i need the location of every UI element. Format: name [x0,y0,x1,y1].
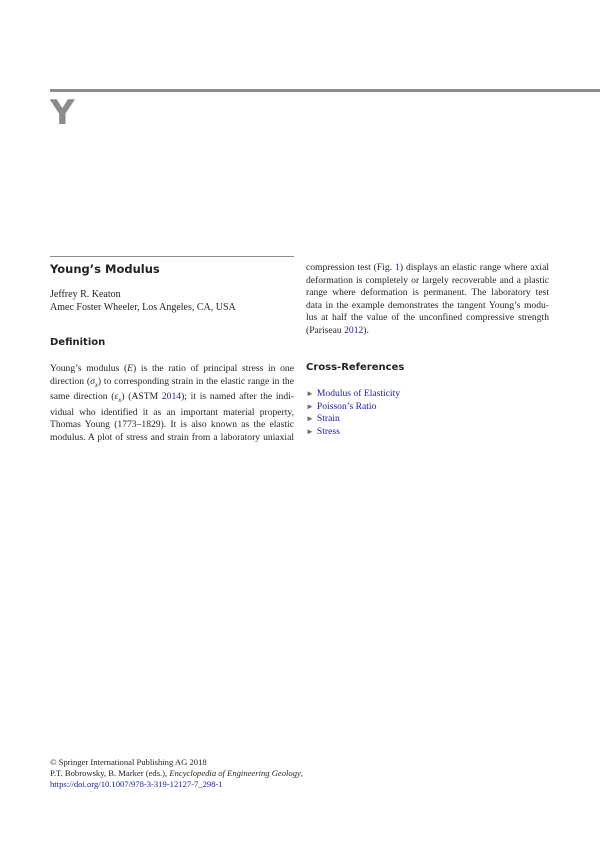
entry-title: Young’s Modulus [50,262,160,276]
continued-line-3: range where deformation is permanent. The laboratory test [306,287,549,299]
definition-continued [306,262,549,338]
section-letter: Y [50,93,75,133]
continued-line-4: data in the example demonstrates the tangent Young’s modu- [306,299,549,311]
footer-doi-link[interactable]: https://doi.org/10.1007/978-3-319-12127-7_298-1 [50,779,223,789]
continued-line-1: compression test (Fig. 1) displays an elastic range where axial [306,262,549,273]
cross-references-heading: Cross-References [306,362,405,373]
footer [50,757,303,790]
footer-copyright: © Springer International Publishing AG 2018 [50,757,207,767]
definition-line-4: vidual who identified it as an important material property, [50,406,294,418]
triangle-right-icon: ► [306,426,314,436]
definition-heading: Definition [50,337,106,348]
triangle-right-icon: ► [306,414,314,424]
xref-item[interactable]: ► Poisson’s Ratio [306,400,377,412]
top-rule [50,89,600,92]
entry-rule [50,256,294,257]
xref-item[interactable]: ► Modulus of Elasticity [306,388,401,399]
continued-line-2: deformation is completely or largely recoverable and a plastic [306,274,549,286]
citation-pariseau-2012[interactable]: 2012 [344,324,364,336]
author-block [50,288,236,314]
xref-item[interactable]: ► Strain [306,413,340,425]
continued-line-5: lus at half the value of the unconfined compressive strength [306,312,549,324]
author-affiliation: Amec Foster Wheeler, Los Angeles, CA, USA [50,302,236,313]
definition-line-3: same direction $(\varepsilon_x)$ (ASTM 2014); it is named after the indi- [50,391,295,404]
continued-line-6: (Pariseau 2012). [306,324,369,336]
triangle-right-icon: ► [306,389,314,398]
definition-line-5: Thomas Young (1773–1829). It is also known as the elastic [50,419,294,431]
definition-line-6: modulus. A plot of stress and strain from a laboratory uniaxial [50,431,294,443]
author-name: Jeffrey R. Keaton [50,289,121,300]
xref-item[interactable]: ► Stress [306,425,340,437]
definition-paragraph [50,363,294,444]
definition-line-1: Young’s modulus (E) is the ratio of principal stress in one [50,363,294,374]
figure-ref-link[interactable]: 1 [395,262,400,273]
cross-references-list [306,388,400,438]
footer-citation: P.T. Bobrowsky, B. Marker (eds.), Encyclopedia of Engineering Geology, [50,768,303,778]
definition-line-2: direction $(\sigma_x)$ to corresponding strain in the elastic range in the [50,375,294,389]
citation-astm-2014[interactable]: 2014 [161,391,182,403]
triangle-right-icon: ► [306,401,314,411]
